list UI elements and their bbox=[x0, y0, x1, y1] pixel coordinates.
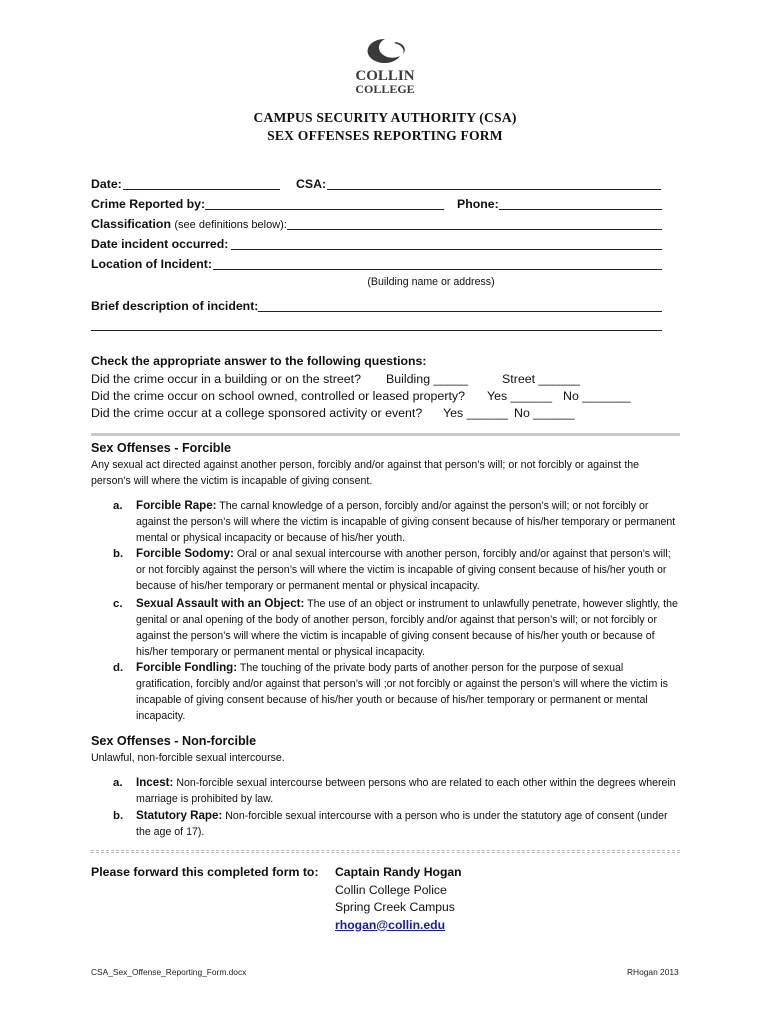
footer-author-year: RHogan 2013 bbox=[627, 967, 679, 977]
csa-field[interactable] bbox=[296, 175, 662, 193]
forcible-item-b bbox=[113, 546, 679, 594]
item-marker: c. bbox=[113, 598, 123, 610]
item-term: Incest: bbox=[136, 776, 174, 789]
date-incident-field[interactable] bbox=[91, 235, 662, 253]
logo-text-college: COLLEGE bbox=[355, 82, 415, 96]
footer-filename: CSA_Sex_Offense_Reporting_Form.docx bbox=[91, 967, 247, 977]
classification-hint: (see definitions below): bbox=[174, 219, 287, 231]
college-logo bbox=[0, 36, 770, 98]
date-incident-input-line[interactable] bbox=[231, 249, 662, 250]
csa-input-line[interactable] bbox=[327, 189, 661, 190]
csa-label: CSA: bbox=[296, 177, 327, 191]
contact-department: Collin College Police bbox=[335, 882, 447, 897]
q3-no-option[interactable]: No ______ bbox=[514, 406, 575, 420]
forward-label: Please forward this completed form to: bbox=[91, 865, 319, 879]
contact-campus: Spring Creek Campus bbox=[335, 900, 455, 914]
q2-no-option[interactable]: No _______ bbox=[563, 389, 631, 403]
question-3: Did the crime occur at a college sponsored activity or event? bbox=[91, 406, 423, 420]
q2-yes-option[interactable]: Yes ______ bbox=[487, 389, 553, 403]
location-field[interactable] bbox=[91, 255, 662, 273]
question-1: Did the crime occur in a building or on the street? bbox=[91, 372, 361, 386]
date-field[interactable] bbox=[91, 175, 291, 193]
item-marker: a. bbox=[113, 500, 123, 512]
location-hint: (Building name or address) bbox=[367, 276, 495, 288]
q1-street-option[interactable]: Street ______ bbox=[502, 372, 580, 386]
contact-email-link[interactable]: rhogan@collin.edu bbox=[335, 917, 446, 932]
crime-reported-field[interactable] bbox=[91, 195, 451, 213]
crime-reported-label: Crime Reported by: bbox=[91, 197, 206, 211]
logo-text-collin: COLLIN bbox=[355, 68, 415, 84]
item-marker: b. bbox=[113, 810, 124, 822]
item-marker: d. bbox=[113, 662, 124, 674]
question-2: Did the crime occur on school owned, controlled or leased property? bbox=[91, 389, 465, 403]
item-text: Oral or anal sexual intercourse with another person, forcibly and/or against that person’s will; or not forcibly against the person’s will where the victim is incapable of giving consent because of his/her youth or because of his/her temporary or permanent mental or physical incapacity. bbox=[136, 548, 671, 592]
forcible-intro: Any sexual act directed against another person, forcibly and/or against that person’s will; or not forcibly or against the person’s will where the victim is incapable of giving consent. bbox=[91, 459, 640, 487]
item-term: Sexual Assault with an Object: bbox=[136, 597, 305, 610]
description-input-line-2[interactable] bbox=[91, 330, 662, 331]
form-title-line1: CAMPUS SECURITY AUTHORITY (CSA) bbox=[253, 110, 517, 125]
section-divider bbox=[91, 433, 680, 436]
contact-divider bbox=[91, 850, 680, 853]
item-term: Statutory Rape: bbox=[136, 809, 223, 822]
item-term: Forcible Sodomy: bbox=[136, 547, 234, 560]
description-input-line[interactable] bbox=[258, 311, 662, 312]
classification-input-line[interactable] bbox=[287, 229, 662, 230]
q1-building-option[interactable]: Building _____ bbox=[386, 372, 468, 386]
location-label: Location of Incident: bbox=[91, 257, 212, 271]
phone-input-line[interactable] bbox=[499, 209, 662, 210]
item-term: Forcible Fondling: bbox=[136, 661, 238, 674]
classification-field[interactable] bbox=[91, 215, 662, 233]
nonforcible-heading: Sex Offenses - Non-forcible bbox=[91, 734, 257, 748]
form-title-line2: SEX OFFENSES REPORTING FORM bbox=[267, 128, 503, 143]
collin-college-logo-mark bbox=[340, 36, 430, 98]
date-label: Date: bbox=[91, 177, 122, 191]
contact-name: Captain Randy Hogan bbox=[335, 865, 462, 879]
description-field[interactable] bbox=[91, 297, 662, 315]
item-term: Forcible Rape: bbox=[136, 499, 217, 512]
nonforcible-item-b bbox=[113, 808, 679, 840]
item-text: The carnal knowledge of a person, forcibly and/or against the person’s will; or not forcibly or against the person’s will where the victim is incapable of giving consent because of his/her temporary or permanent mental or physical incapacity or because of his/her youth. bbox=[136, 500, 676, 544]
forcible-item-d bbox=[113, 660, 679, 724]
date-incident-label: Date incident occurred: bbox=[91, 237, 229, 251]
item-text: Non-forcible sexual intercourse between persons who are related to each other within the degrees wherein marriage is prohibited by law. bbox=[136, 777, 676, 805]
item-text: The touching of the private body parts of another person for the purpose of sexual gratification, forcibly and/or against that person’s will ;or not forcibly or against the person’s will where the victim is incapable of giving consent because of his/her youth or because of his/her temporary or permanent or mental incapacity. bbox=[136, 662, 668, 722]
forcible-item-a bbox=[113, 498, 679, 546]
q3-yes-option[interactable]: Yes ______ bbox=[443, 406, 509, 420]
date-input-line[interactable] bbox=[123, 189, 280, 190]
nonforcible-intro: Unlawful, non-forcible sexual intercourse. bbox=[91, 752, 285, 764]
forcible-heading: Sex Offenses - Forcible bbox=[91, 441, 231, 455]
item-text: The use of an object or instrument to unlawfully penetrate, however slightly, the genital or anal opening of the body of another person, forcibly and/or against that person’s will; or not forcibly or against the person’s will where the victim is incapable of giving consent because of his/her youth or because of his/her temporary or permanent mental or physical incapacity. bbox=[136, 598, 678, 658]
classification-label: Classification bbox=[91, 217, 171, 231]
phone-field[interactable] bbox=[457, 195, 662, 213]
questions-heading: Check the appropriate answer to the following questions: bbox=[91, 354, 427, 368]
description-label: Brief description of incident: bbox=[91, 299, 259, 313]
phone-label: Phone: bbox=[457, 197, 499, 211]
item-marker: b. bbox=[113, 548, 124, 560]
crime-reported-input-line[interactable] bbox=[205, 209, 444, 210]
nonforcible-item-a bbox=[113, 775, 679, 807]
forcible-item-c bbox=[113, 596, 679, 660]
item-text: Non-forcible sexual intercourse with a person who is under the statutory age of consent (under the age of 17). bbox=[136, 810, 668, 838]
item-marker: a. bbox=[113, 777, 123, 789]
location-input-line[interactable] bbox=[213, 269, 662, 270]
